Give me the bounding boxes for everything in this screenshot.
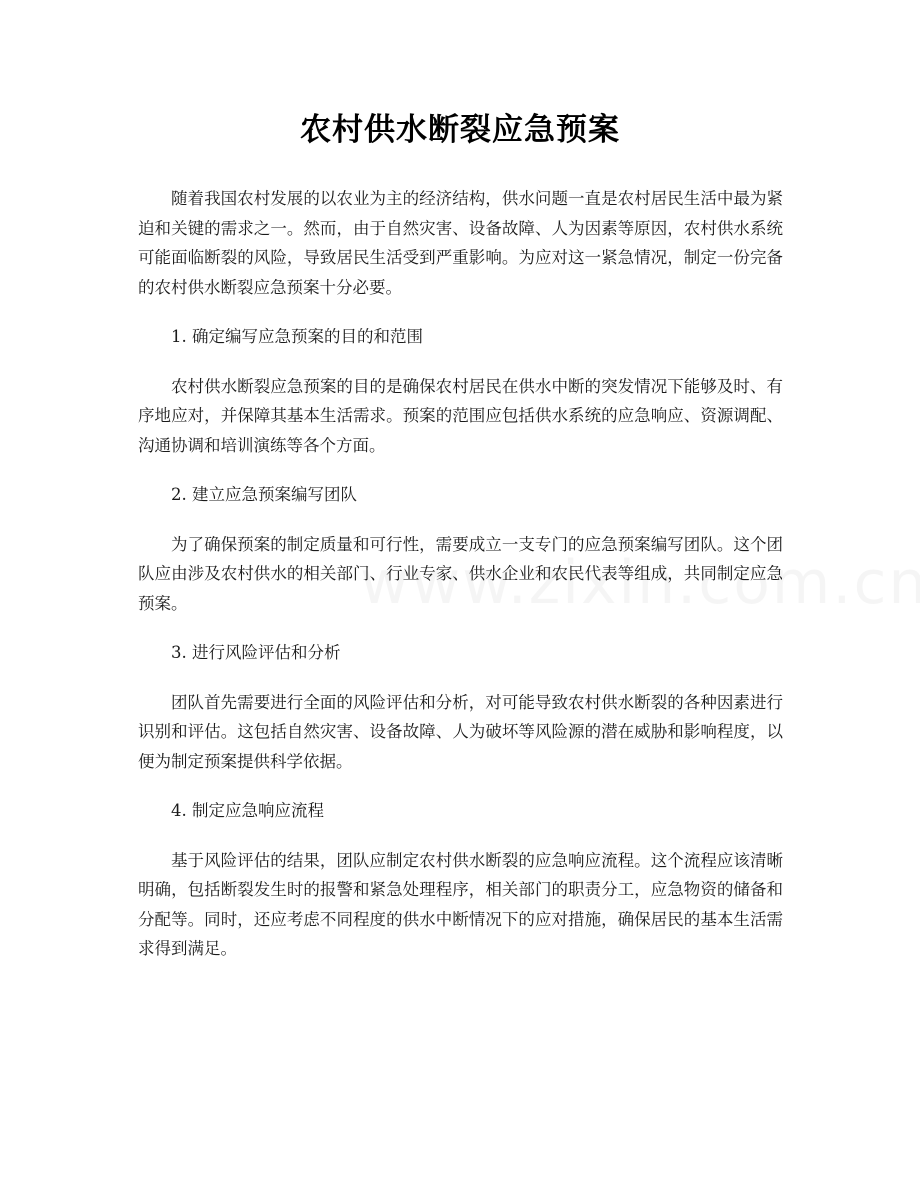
section-paragraph-4: 基于风险评估的结果，团队应制定农村供水断裂的应急响应流程。这个流程应该清晰明确，包括断裂发生时的报警和紧急处理程序，相关部门的职责分工，应急物资的储备和分配等。同时，还应考虑不同程度的供水中断情况下的应对措施，确保居民的基本生活需求得到满足。 <box>138 850 783 958</box>
section-paragraph-2: 为了确保预案的制定质量和可行性，需要成立一支专门的应急预案编写团队。这个团队应由涉及农村供水的相关部门、行业专家、供水企业和农民代表等组成，共同制定应急预案。 <box>138 534 783 613</box>
section-heading-4: 4. 制定应急响应流程 <box>171 801 324 820</box>
intro-paragraph: 随着我国农村发展的以农业为主的经济结构，供水问题一直是农村居民生活中最为紧迫和关键的需求之一。然而，由于自然灾害、设备故障、人为因素等原因，农村供水系统可能面临断裂的风险，导致居民生活受到严重影响。为应对这一紧急情况，制定一份完备的农村供水断裂应急预案十分必要。 <box>138 189 783 297</box>
section-heading-1: 1. 确定编写应急预案的目的和范围 <box>171 327 423 346</box>
section-paragraph-3: 团队首先需要进行全面的风险评估和分析，对可能导致农村供水断裂的各种因素进行识别和评估。这包括自然灾害、设备故障、人为破坏等风险源的潜在威胁和影响程度，以便为制定预案提供科学依据。 <box>138 692 783 771</box>
document-title: 农村供水断裂应急预案 <box>300 112 620 148</box>
section-paragraph-1: 农村供水断裂应急预案的目的是确保农村居民在供水中断的突发情况下能够及时、有序地应对，并保障其基本生活需求。预案的范围应包括供水系统的应急响应、资源调配、沟通协调和培训演练等各个方面。 <box>138 376 783 455</box>
section-heading-3: 3. 进行风险评估和分析 <box>171 643 341 662</box>
document-body <box>138 184 783 984</box>
section-heading-2: 2. 建立应急预案编写团队 <box>171 485 357 504</box>
